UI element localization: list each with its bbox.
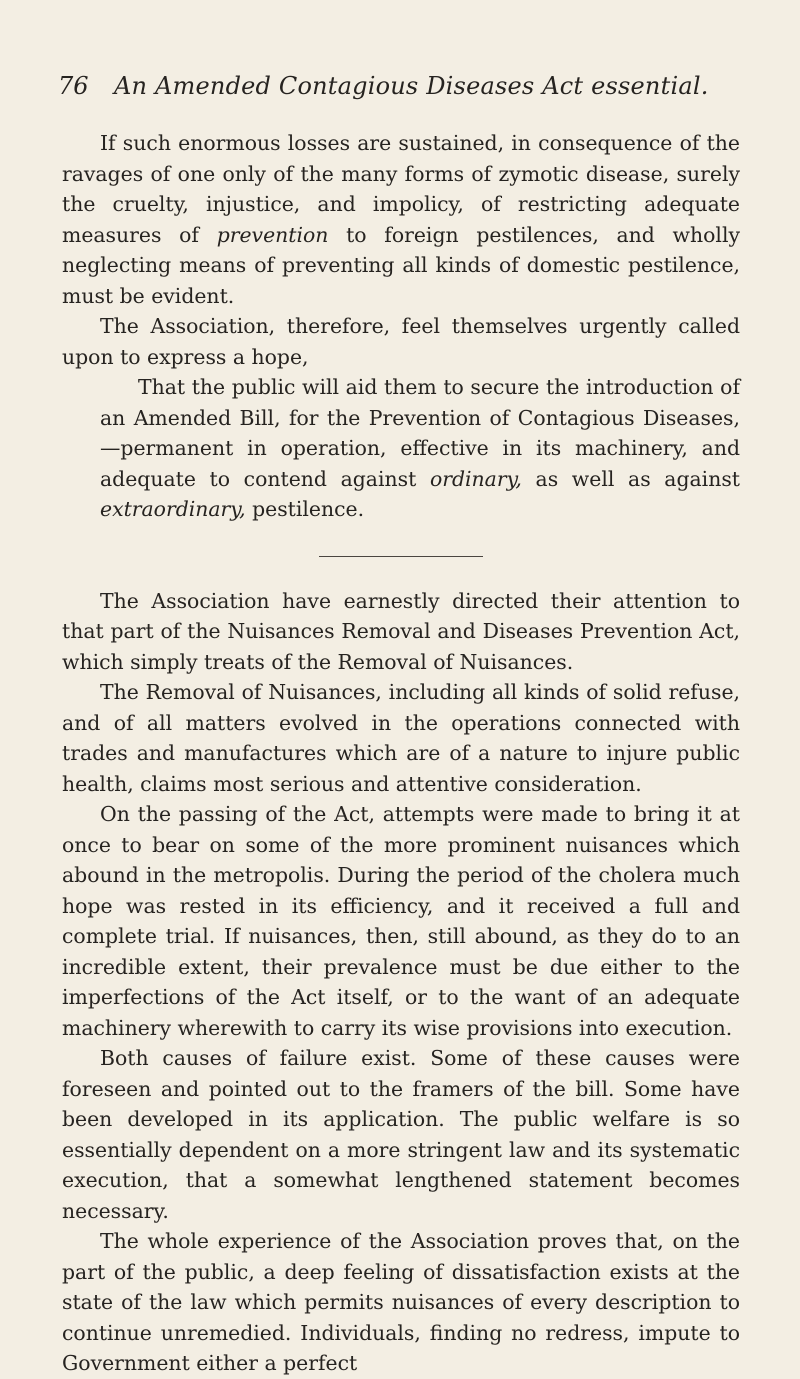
- paragraph-passing-of-act: On the passing of the Act, attempts were made to bring it at once to bear on some of the more prominent nuisances which abound in the metropolis. During the period of the cholera much hope was rested in its efficiency, and it received a full and complete trial. If nuisances, then, still abound, as they do to an incredible extent, their prevalence must be due either to the imperfections of the Act itself, or to the want of an adequate machinery wherewith to carry its wise provisions into execution.: [62, 802, 740, 1040]
- paragraph-losses: If such enormous losses are sustained, in consequence of the ravages of one only of the many forms of zymotic disease, surely the cruelty, injustice, and impolicy, of restricting adequate measures of prevention to foreign pestilences, and wholly neglecting means of preventing all kinds of domestic pestilence, must be evident.: [62, 131, 740, 308]
- page-header: [58, 68, 778, 104]
- running-title: An Amended Contagious Diseases Act essential.: [114, 72, 709, 100]
- paragraph-amended-bill: That the public will aid them to secure the introduction of an Amended Bill, for the Prevention of Contagious Diseases, —permanent in operation, effective in its machinery, and adequate to contend against ordinary, as well as against extraordinary, pestilence.: [100, 375, 740, 521]
- paragraph-removal-of-nuisances: The Removal of Nuisances, including all kinds of solid refuse, and of all matters evolved in the operations connected with trades and manufactures which are of a nature to injure public health, claims most serious and attentive consideration.: [62, 680, 740, 796]
- paragraph-experience: The whole experience of the Association proves that, on the part of the public, a deep feeling of dissatisfaction exists at the state of the law which permits nuisances of every description to continue unremedied. Individuals, finding no redress, impute to Government either a perfect: [62, 1229, 740, 1375]
- paragraph-association-hope: The Association, therefore, feel themselves urgently called upon to express a hope,: [62, 314, 740, 369]
- page-body: [62, 128, 740, 1379]
- paragraph-causes-of-failure: Both causes of failure exist. Some of these causes were foreseen and pointed out to the framers of the bill. Some have been developed in its application. The public welfare is so essentially dependent on a more stringent law and its systematic execution, that a somewhat lengthened statement becomes necessary.: [62, 1046, 740, 1223]
- page-number: 76: [58, 72, 89, 100]
- paragraph-nuisances-act: The Association have earnestly directed their attention to that part of the Nuisances Removal and Diseases Prevention Act, which simply treats of the Removal of Nuisances.: [62, 588, 740, 674]
- section-divider: [319, 556, 483, 557]
